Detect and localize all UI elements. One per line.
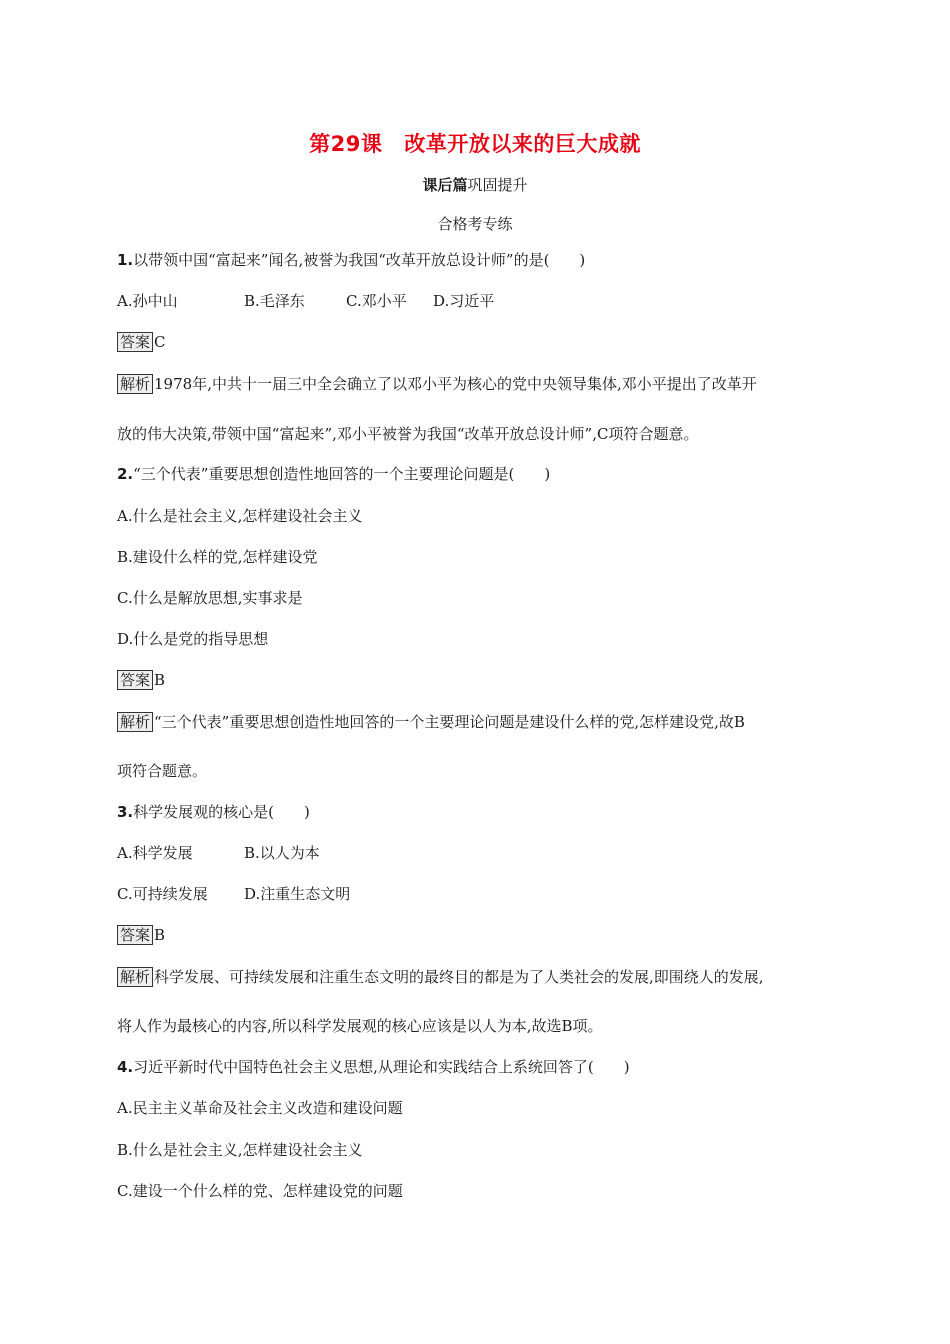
option-a: A.孙中山: [117, 292, 178, 310]
lesson-title-text: 改革开放以来的巨大成就: [404, 132, 641, 156]
subtitle-rest: 巩固提升: [467, 176, 528, 194]
question-text: “三个代表”重要思想创造性地回答的一个主要理论问题是( ): [133, 465, 551, 483]
analysis-1: [117, 374, 837, 394]
question-1-options: [117, 291, 837, 311]
analysis-label: 解析: [117, 374, 153, 394]
analysis-2: [117, 712, 837, 732]
option-a: A.什么是社会主义,怎样建设社会主义: [117, 507, 363, 525]
question-1: [117, 250, 837, 270]
question-4: [117, 1057, 837, 1077]
analysis-text: 科学发展、可持续发展和注重生态文明的最终目的都是为了人类社会的发展,即围绕人的发展,: [154, 968, 764, 986]
question-number: 4.: [117, 1058, 134, 1076]
question-3: [117, 802, 837, 822]
question-text: 以带领中国“富起来”闻名,被誉为我国“改革开放总设计师”的是( ): [133, 251, 586, 269]
analysis-2-continued: 项符合题意。: [117, 762, 208, 780]
option-b: B.什么是社会主义,怎样建设社会主义: [117, 1141, 363, 1159]
option-a: A.民主主义革命及社会主义改造和建设问题: [117, 1099, 403, 1117]
option-d: D.注重生态文明: [244, 885, 351, 903]
option-b: B.以人为本: [244, 844, 320, 862]
subtitle-strong: 课后篇: [422, 176, 468, 194]
question-3-options-cd: [117, 884, 837, 904]
analysis-label: 解析: [117, 712, 153, 732]
question-text: 习近平新时代中国特色社会主义思想,从理论和实践结合上系统回答了( ): [133, 1058, 630, 1076]
analysis-label: 解析: [117, 967, 153, 987]
question-2: [117, 464, 837, 484]
lesson-number: 第29课: [309, 132, 383, 156]
question-3-options-ab: [117, 843, 837, 863]
answer-1: [117, 332, 837, 352]
option-c: C.可持续发展: [117, 885, 208, 903]
answer-label: 答案: [117, 925, 153, 945]
option-c: C.什么是解放思想,实事求是: [117, 589, 303, 607]
question-number: 3.: [117, 803, 134, 821]
answer-value: B: [154, 926, 166, 944]
analysis-text: 1978年,中共十一届三中全会确立了以邓小平为核心的党中央领导集体,邓小平提出了改革开: [154, 375, 757, 393]
option-d: D.习近平: [433, 292, 495, 310]
question-number: 2.: [117, 465, 134, 483]
option-b: B.毛泽东: [244, 292, 305, 310]
answer-value: B: [154, 671, 166, 689]
question-number: 1.: [117, 251, 134, 269]
lesson-title: [0, 128, 950, 158]
analysis-3-continued: 将人作为最核心的内容,所以科学发展观的核心应该是以人为本,故选B项。: [117, 1017, 603, 1035]
answer-value: C: [154, 333, 166, 351]
option-d: D.什么是党的指导思想: [117, 630, 269, 648]
option-c: C.建设一个什么样的党、怎样建设党的问题: [117, 1182, 403, 1200]
answer-label: 答案: [117, 670, 153, 690]
analysis-1-continued: 放的伟大决策,带领中国“富起来”,邓小平被誉为我国“改革开放总设计师”,C项符合题意。: [117, 425, 699, 443]
option-c: C.邓小平: [346, 292, 407, 310]
answer-2: [117, 670, 837, 690]
subtitle: [0, 174, 950, 195]
section-heading: 合格考专练: [437, 215, 513, 233]
answer-label: 答案: [117, 332, 153, 352]
answer-3: [117, 925, 837, 945]
analysis-3: [117, 967, 837, 987]
analysis-text: “三个代表”重要思想创造性地回答的一个主要理论问题是建设什么样的党,怎样建设党,故B: [154, 713, 745, 731]
question-text: 科学发展观的核心是( ): [133, 803, 310, 821]
option-b: B.建设什么样的党,怎样建设党: [117, 548, 318, 566]
option-a: A.科学发展: [117, 844, 193, 862]
